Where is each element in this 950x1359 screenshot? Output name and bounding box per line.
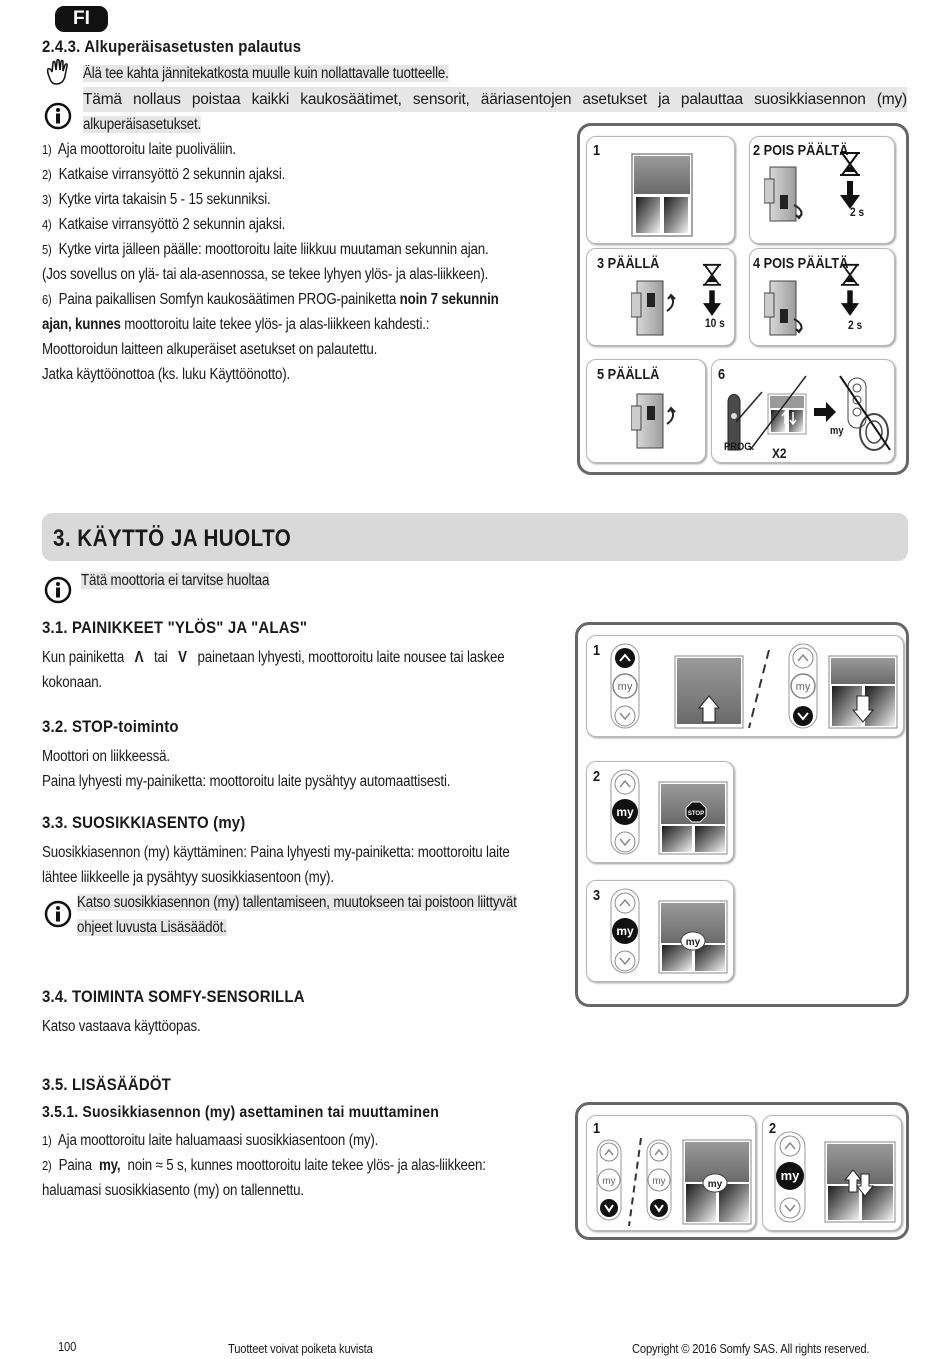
repeat-count-label: X2 <box>772 445 787 461</box>
svg-text:my: my <box>602 1176 616 1187</box>
controls-panel-2 <box>586 761 734 863</box>
subsection-heading-3-5-1: 3.5.1. Suosikkiasennon (my) asettaminen tai muuttaminen <box>42 1104 439 1121</box>
duration-label: 10 s <box>705 316 725 330</box>
controls-panel-3 <box>586 880 734 982</box>
panel-number: 6 <box>718 366 726 383</box>
step-5: 5) Kytke virta jälleen päälle: moottoroitu laite liikkuu muutaman sekunnin ajan. <box>42 241 489 258</box>
reset-result: Moottoroidun laitteen alkuperäiset asetukset on palautettu. <box>42 341 378 358</box>
up-down-text-line2: kokonaan. <box>42 674 102 691</box>
reset-panel-3 <box>586 248 735 346</box>
panel-label-off: 4 POIS PÄÄLTÄ <box>753 255 849 272</box>
duration-label: 2 s <box>850 205 865 219</box>
svg-text:my: my <box>780 1168 800 1183</box>
footer-copyright: Copyright © 2016 Somfy SAS. All rights reserved. <box>632 1341 870 1356</box>
page-number: 100 <box>58 1339 77 1354</box>
circuit-breaker-on-icon <box>631 392 683 450</box>
step-3: 3) Kytke virta takaisin 5 - 15 sekunniksi. <box>42 191 271 208</box>
panel-number: 2 <box>593 768 601 785</box>
svg-text:my: my <box>707 1179 723 1190</box>
my-set-figure <box>575 1102 909 1240</box>
section-heading-3-3: 3.3. SUOSIKKIASENTO (my) <box>42 813 246 832</box>
circuit-breaker-off-icon <box>764 165 812 223</box>
section-heading-3-5: 3.5. LISÄSÄÄDÖT <box>42 1075 172 1094</box>
panel-number: 2 <box>769 1120 777 1137</box>
sensor-text: Katso vastaava käyttöopas. <box>42 1018 201 1035</box>
my-text-line1: Suosikkiasennon (my) käyttäminen: Paina lyhyesti my-painiketta: moottoroitu laite <box>42 844 510 861</box>
language-badge-text: FI <box>73 8 90 29</box>
stop-text-line2: Paina lyhyesti my-painiketta: moottoroitu laite pysähtyy automaattisesti. <box>42 773 451 790</box>
section-banner <box>42 513 908 561</box>
section-heading-3: 3. KÄYTTÖ JA HUOLTO <box>53 525 292 552</box>
circuit-breaker-off-icon <box>764 279 812 337</box>
step-2: 2) Katkaise virransyöttö 2 sekunnin ajaksi. <box>42 166 286 183</box>
section-heading-2-4-3: 2.4.3. Alkuperäisasetusten palautus <box>42 37 302 56</box>
section-heading-3-2: 3.2. STOP-toiminto <box>42 717 179 736</box>
info-icon <box>44 102 72 130</box>
warning-text: Älä tee kahta jännitekatkosta muulle kuin nollattavalle tuotteelle. <box>83 65 449 82</box>
maintenance-note: Tätä moottoria ei tarvitse huoltaa <box>81 572 270 589</box>
reset-panel-4 <box>749 248 895 346</box>
section-heading-3-4: 3.4. TOIMINTA SOMFY-SENSORILLA <box>42 987 305 1006</box>
hourglass-icon <box>838 263 862 325</box>
step-6: 6) Paina paikallisen Somfyn kaukosäätimen PROG-painiketta noin 7 sekunnin <box>42 291 499 308</box>
circuit-breaker-on-icon <box>631 279 683 337</box>
svg-text:my: my <box>795 681 811 693</box>
my-note-line2: ohjeet luvusta Lisäsäädöt. <box>77 919 227 936</box>
stop-text-line1: Moottori on liikkeessä. <box>42 748 170 765</box>
reset-steps-list <box>42 137 573 387</box>
panel-label-on: 5 PÄÄLLÄ <box>597 366 660 383</box>
reset-panel-6 <box>711 359 895 463</box>
step-6-continued: ajan, kunnes moottoroitu laite tekee ylös- ja alas-liikkeen kahdesti.: <box>42 316 430 333</box>
panel-number: 1 <box>593 642 601 659</box>
stop-button-illustration <box>609 768 731 858</box>
language-badge <box>55 6 108 32</box>
reset-panel-5 <box>586 359 706 463</box>
step-4: 4) Katkaise virransyöttö 2 sekunnin ajaksi. <box>42 216 286 233</box>
my-set-step-2: 2) Paina my, noin ≈ 5 s, kunnes moottoroitu laite tekee ylös- ja alas-liikkeen: <box>42 1157 486 1174</box>
footer-disclaimer: Tuotteet voivat poiketa kuvista <box>228 1341 373 1356</box>
my-set-panel-2 <box>762 1115 902 1231</box>
panel-number: 1 <box>593 142 601 159</box>
controls-panel-1 <box>586 635 904 737</box>
svg-text:my: my <box>616 805 634 819</box>
prog-label: PROG. <box>724 441 755 453</box>
step-5-continued: (Jos sovellus on ylä- tai ala-asennossa, se tekee lyhyen ylös- ja alas-liikkeen). <box>42 266 489 283</box>
panel-number: 3 <box>593 887 601 904</box>
up-down-buttons-illustration <box>609 642 899 732</box>
svg-text:my: my <box>685 937 701 948</box>
up-down-text-line1: Kun painiketta Λ tai V painetaan lyhyesti, moottoroitu laite nousee tai laskee <box>42 649 505 666</box>
my-label: my <box>830 425 844 437</box>
svg-text:STOP: STOP <box>687 811 705 817</box>
panel-label-on: 3 PÄÄLLÄ <box>597 255 660 272</box>
duration-label: 2 s <box>848 318 863 332</box>
roller-blind-half-icon <box>631 153 693 237</box>
step-1: 1) Aja moottoroitu laite puoliväliin. <box>42 141 236 158</box>
hand-stop-icon <box>44 59 74 87</box>
panel-label-off: 2 POIS PÄÄLTÄ <box>753 142 849 159</box>
info-icon <box>44 576 72 604</box>
continue-note: Jatka käyttöönottoa (ks. luku Käyttöönotto). <box>42 366 291 383</box>
reset-panel-1 <box>586 136 735 244</box>
my-position-illustration <box>609 887 731 977</box>
svg-text:my: my <box>617 681 633 693</box>
my-set-panel-1 <box>586 1115 756 1231</box>
my-note-line1: Katso suosikkiasennon (my) tallentamiseen, muutokseen tai poistoon liittyvät <box>77 894 517 911</box>
my-set-step-1: 1) Aja moottoroitu laite haluamaasi suosikkiasentoon (my). <box>42 1132 379 1149</box>
my-text-line2: lähtee liikkeelle ja pysähtyy suosikkiasentoon (my). <box>42 869 334 886</box>
reset-sequence-figure <box>577 123 909 475</box>
controls-figure <box>575 622 909 1007</box>
svg-text:my: my <box>652 1176 666 1187</box>
my-set-step-2-continued: haluamasi suosikkiasento (my) on tallennettu. <box>42 1182 304 1199</box>
panel-number: 1 <box>593 1120 601 1137</box>
my-set-step2-illustration <box>773 1130 899 1226</box>
my-set-step1-illustration <box>595 1138 755 1228</box>
svg-text:my: my <box>616 924 634 938</box>
info-text-line2: alkuperäisasetukset. <box>83 116 202 133</box>
info-icon <box>44 900 72 928</box>
reset-panel-2 <box>749 136 895 244</box>
section-heading-3-1: 3.1. PAINIKKEET "YLÖS" JA "ALAS" <box>42 618 308 637</box>
info-text-line1: Tämä nollaus poistaa kaikki kaukosäätimet, sensorit, ääriasentojen asetukset ja palauttaa suosikkiasennon (my) <box>83 87 907 112</box>
